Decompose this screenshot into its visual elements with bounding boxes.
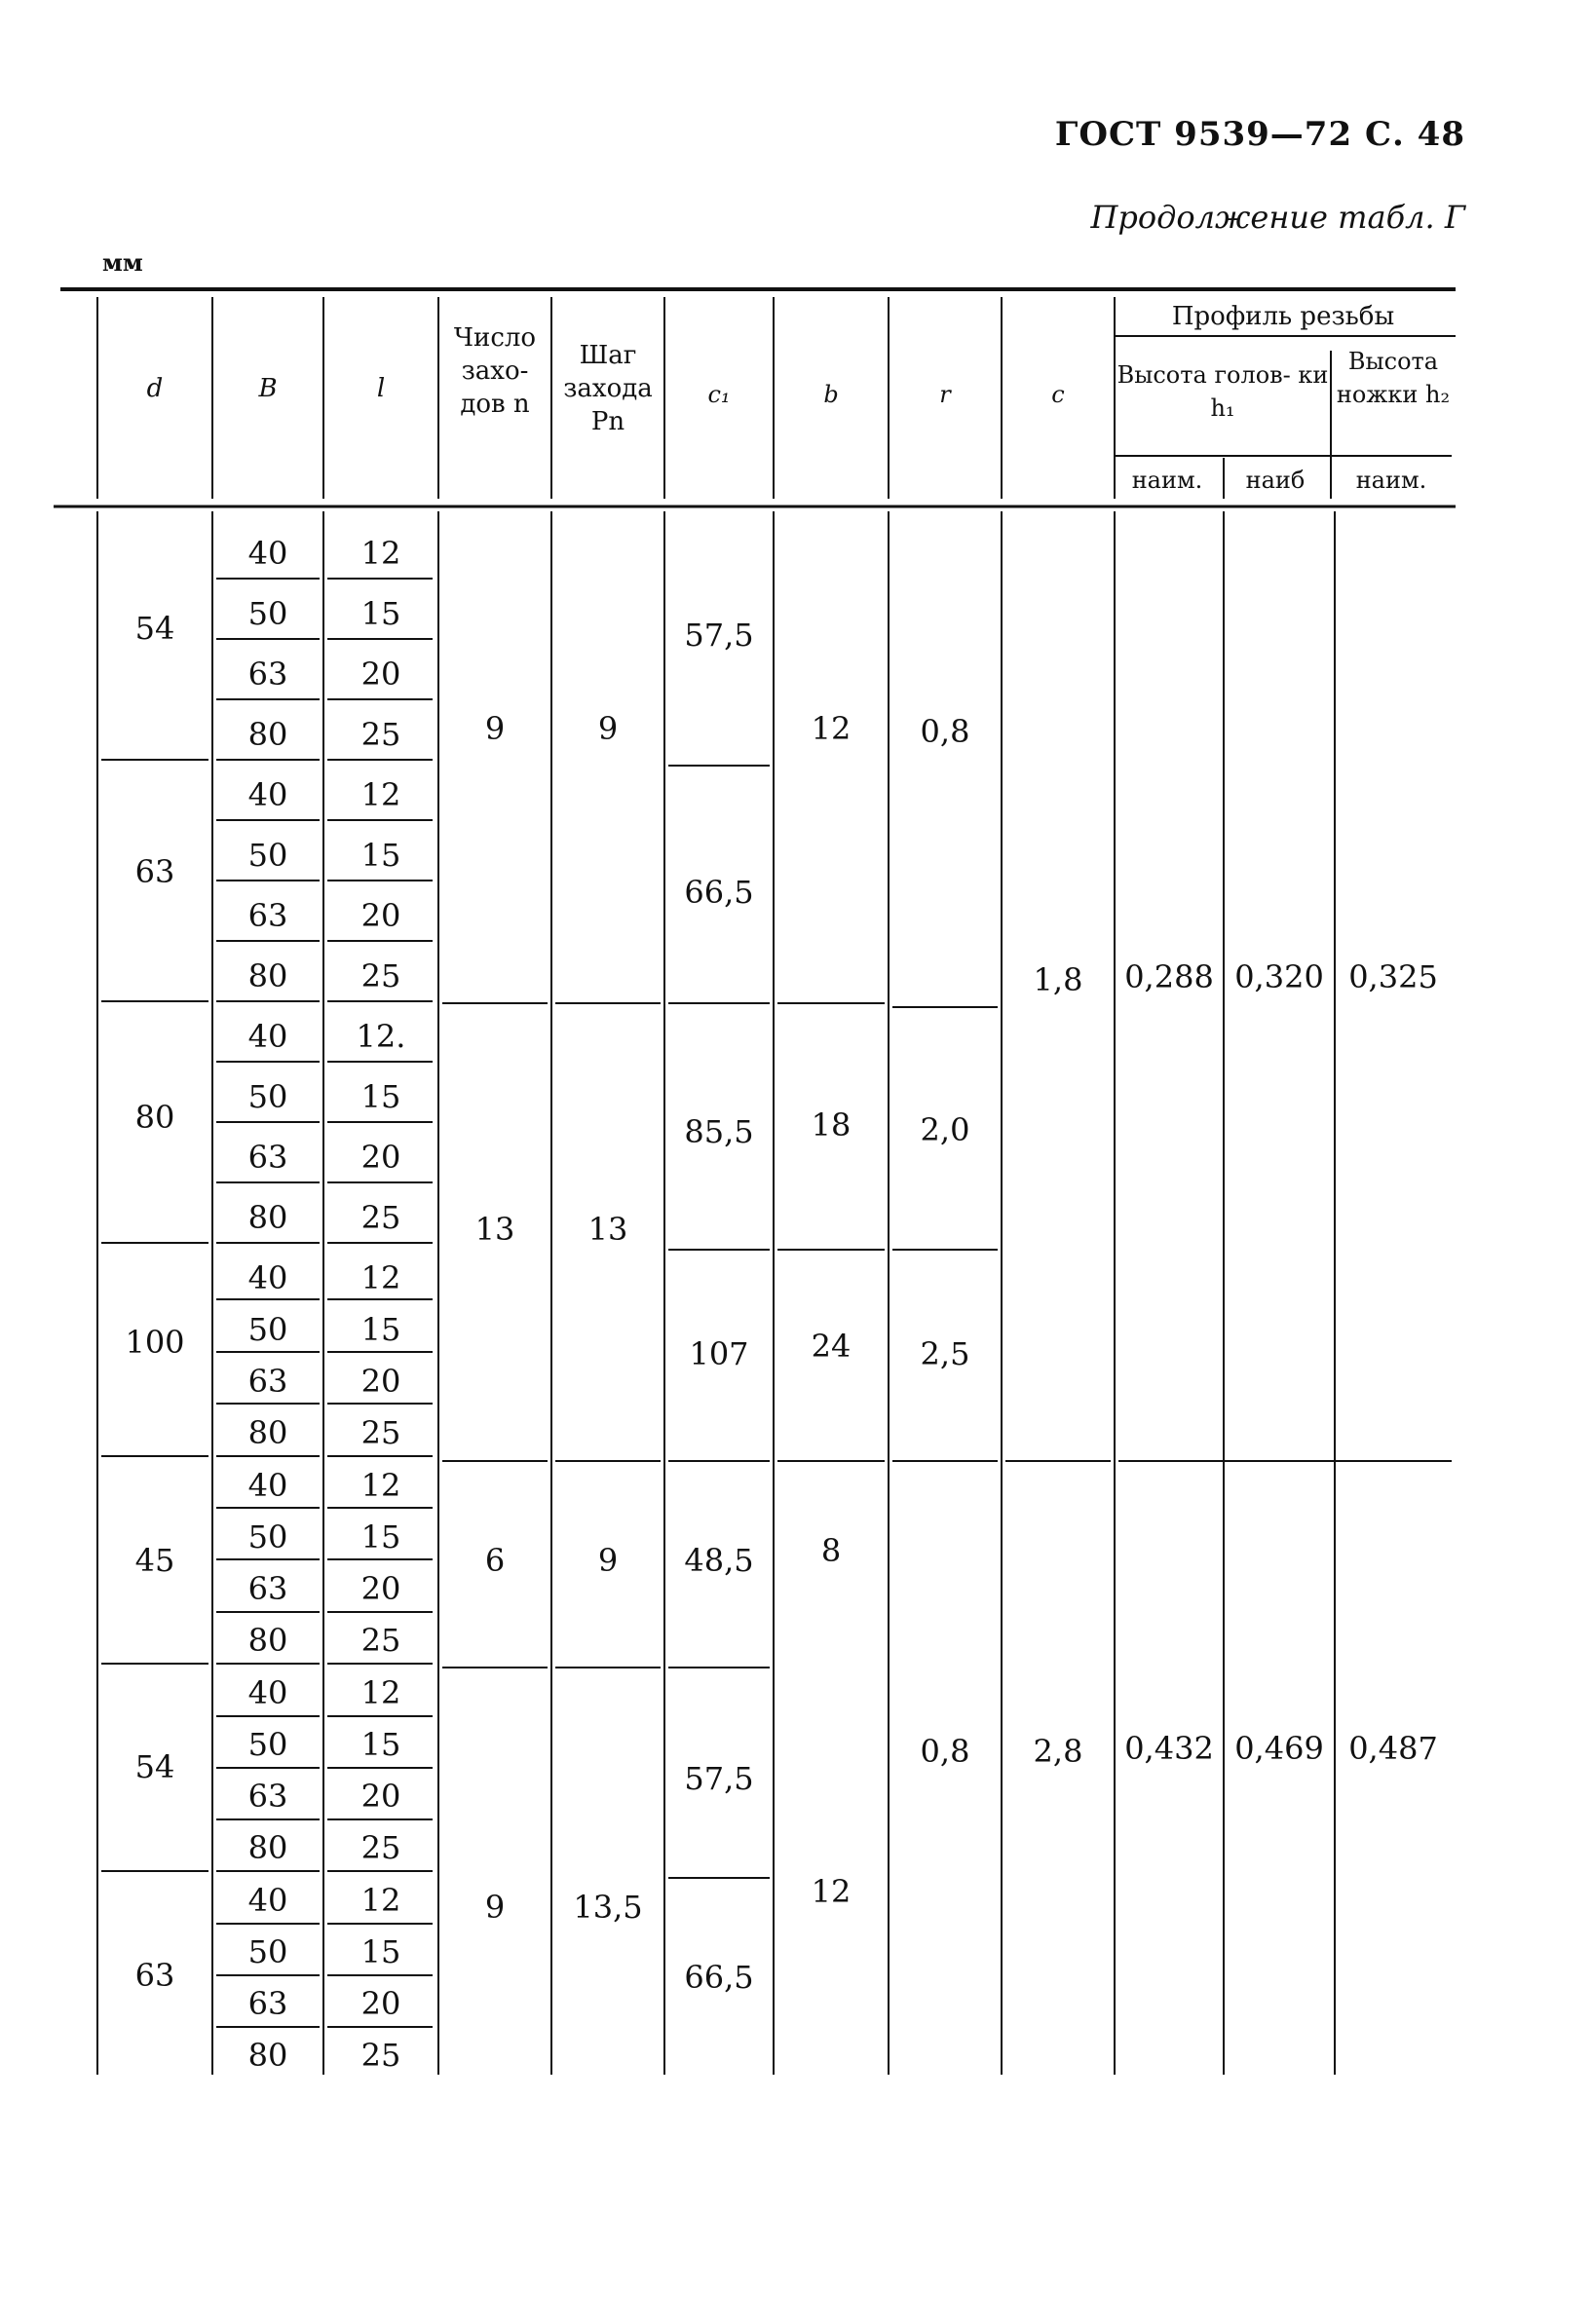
cell-n-4: 9 <box>484 1889 506 1926</box>
cell-l: 25 <box>360 1622 401 1659</box>
cell-l: 20 <box>360 656 401 693</box>
page-header-standard: ГОСТ 9539—72 С. 48 <box>1054 115 1465 154</box>
cell-B: 80 <box>247 2037 288 2074</box>
cell-h1-max-1: 0,320 <box>1234 958 1324 995</box>
cell-B: 40 <box>247 1467 288 1504</box>
cell-l: 12 <box>360 776 401 813</box>
table-continuation-label: Продолжение табл. Г <box>1090 199 1465 236</box>
cell-c1-4: 107 <box>689 1335 749 1372</box>
cell-h1-max-2: 0,469 <box>1234 1730 1324 1767</box>
cell-b-5: 12 <box>811 1873 852 1910</box>
cell-c1-5: 48,5 <box>684 1542 754 1579</box>
col-header-pn <box>551 339 664 438</box>
cell-c1-6: 57,5 <box>684 1760 754 1797</box>
cell-n-3: 6 <box>484 1542 506 1579</box>
cell-B: 50 <box>247 1518 288 1556</box>
cell-b-3: 24 <box>811 1328 852 1365</box>
cell-l: 20 <box>360 1778 401 1815</box>
cell-B: 80 <box>247 957 288 994</box>
cell-n-1: 9 <box>484 710 506 747</box>
cell-B: 63 <box>247 897 288 934</box>
cell-l: 15 <box>360 837 401 874</box>
cell-l: 25 <box>360 1414 401 1451</box>
col-header-n-text: Число захо- дов n <box>453 323 537 419</box>
cell-B: 50 <box>247 595 288 632</box>
cell-c1-7: 66,5 <box>684 1959 754 1996</box>
cell-b-4: 8 <box>820 1532 842 1569</box>
cell-B: 40 <box>247 776 288 813</box>
col-header-h1-min: наим. <box>1131 467 1203 494</box>
col-header-d: d <box>146 374 164 403</box>
cell-B: 80 <box>247 1829 288 1866</box>
cell-l: 12 <box>360 535 401 572</box>
cell-B: 40 <box>247 1259 288 1296</box>
col-header-r: r <box>939 381 951 408</box>
cell-l: 25 <box>360 2037 401 2074</box>
cell-B: 50 <box>247 837 288 874</box>
cell-l: 12 <box>360 1259 401 1296</box>
cell-l: 25 <box>360 1199 401 1236</box>
col-header-profile: Профиль резьбы <box>1171 302 1395 331</box>
cell-b-1: 12 <box>811 710 852 747</box>
cell-B: 40 <box>247 1882 288 1919</box>
cell-c-1: 1,8 <box>1033 961 1083 998</box>
cell-B: 50 <box>247 1311 288 1348</box>
cell-B: 50 <box>247 1078 288 1115</box>
col-header-b: b <box>823 381 839 408</box>
col-header-h1-max: наиб <box>1245 467 1306 494</box>
col-header-l: l <box>376 374 386 403</box>
cell-l: 15 <box>360 1311 401 1348</box>
cell-c1-3: 85,5 <box>684 1113 754 1150</box>
cell-l: 20 <box>360 897 401 934</box>
cell-l: 12 <box>360 1467 401 1504</box>
cell-r-1: 0,8 <box>920 713 970 750</box>
cell-pn-3: 9 <box>597 1542 619 1579</box>
cell-l: 20 <box>360 1985 401 2022</box>
cell-B: 80 <box>247 716 288 753</box>
cell-pn-2: 13 <box>587 1211 628 1248</box>
col-header-h2: Высота ножки h₂ <box>1336 348 1451 408</box>
cell-l: 25 <box>360 957 401 994</box>
cell-r-2: 2,0 <box>920 1111 970 1148</box>
cell-B: 80 <box>247 1199 288 1236</box>
unit-label: мм <box>102 248 143 277</box>
cell-B: 63 <box>247 1570 288 1607</box>
cell-l: 25 <box>360 716 401 753</box>
cell-c1-1: 57,5 <box>684 617 754 654</box>
cell-B: 80 <box>247 1622 288 1659</box>
cell-d-2: 63 <box>134 853 175 890</box>
cell-d-7: 63 <box>134 1957 175 1994</box>
cell-l: 12 <box>360 1882 401 1919</box>
cell-B: 63 <box>247 1778 288 1815</box>
cell-B: 40 <box>247 1018 288 1055</box>
cell-l: 15 <box>360 595 401 632</box>
cell-r-3: 2,5 <box>920 1335 970 1372</box>
cell-l: 20 <box>360 1363 401 1400</box>
cell-d-4: 100 <box>125 1324 185 1361</box>
cell-l: 20 <box>360 1139 401 1176</box>
cell-c1-2: 66,5 <box>684 874 754 911</box>
cell-h1-min-2: 0,432 <box>1124 1730 1214 1767</box>
cell-l: 15 <box>360 1726 401 1763</box>
cell-d-5: 45 <box>134 1542 175 1579</box>
cell-B: 40 <box>247 535 288 572</box>
cell-l: 20 <box>360 1570 401 1607</box>
col-header-pn-text: Шаг захода Pn <box>563 341 653 436</box>
cell-n-2: 13 <box>474 1211 515 1248</box>
cell-l: 15 <box>360 1933 401 1970</box>
cell-B: 50 <box>247 1726 288 1763</box>
cell-B: 63 <box>247 1985 288 2022</box>
cell-l: 15 <box>360 1078 401 1115</box>
cell-h2-min-1: 0,325 <box>1348 958 1438 995</box>
cell-B: 63 <box>247 1363 288 1400</box>
col-header-c: c <box>1051 381 1065 408</box>
cell-h1-min-1: 0,288 <box>1124 958 1214 995</box>
cell-B: 63 <box>247 656 288 693</box>
cell-l: 25 <box>360 1829 401 1866</box>
col-header-h2-min: наим. <box>1355 467 1427 494</box>
cell-d-3: 80 <box>134 1099 175 1136</box>
cell-l: 12. <box>356 1018 406 1055</box>
col-header-B: B <box>258 374 278 403</box>
cell-b-2: 18 <box>811 1106 852 1143</box>
col-header-c1: c₁ <box>707 381 731 408</box>
col-header-h1: Высота голов- ки h₁ <box>1117 361 1329 422</box>
cell-pn-1: 9 <box>597 710 619 747</box>
cell-B: 50 <box>247 1933 288 1970</box>
cell-B: 63 <box>247 1139 288 1176</box>
col-header-n <box>438 321 551 421</box>
cell-r-4: 0,8 <box>920 1733 970 1770</box>
cell-l: 15 <box>360 1518 401 1556</box>
cell-l: 12 <box>360 1674 401 1711</box>
cell-pn-4: 13,5 <box>573 1889 643 1926</box>
cell-d-1: 54 <box>134 610 175 647</box>
cell-d-6: 54 <box>134 1748 175 1785</box>
cell-h2-min-2: 0,487 <box>1348 1730 1438 1767</box>
cell-c-2: 2,8 <box>1033 1733 1083 1770</box>
cell-B: 80 <box>247 1414 288 1451</box>
cell-B: 40 <box>247 1674 288 1711</box>
